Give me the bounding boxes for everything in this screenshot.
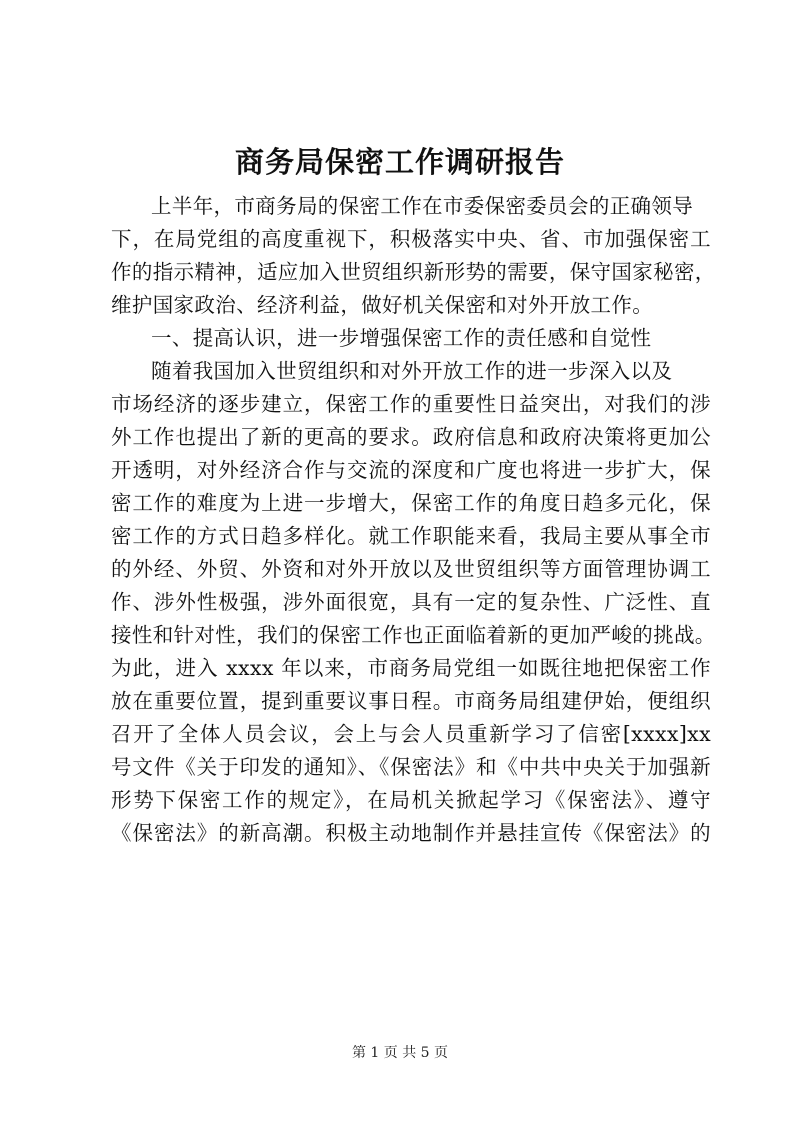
text-line: 外工作也提出了新的更高的要求。政府信息和政府决策将更加公: [111, 425, 711, 449]
text-line: 《保密法》的新高潮。积极主动地制作并悬挂宣传《保密法》的: [111, 821, 711, 845]
text-line: 召开了全体人员会议，会上与会人员重新学习了信密[xxxx]xx: [111, 722, 711, 746]
text-line: 接性和针对性，我们的保密工作也正面临着新的更加严峻的挑战。: [111, 623, 716, 647]
page-number: 第 1 页 共 5 页: [351, 1045, 449, 1061]
text-line: 上半年，市商务局的保密工作在市委保密委员会的正确领导: [151, 194, 694, 218]
text-line: 号文件《关于印发的通知》、《保密法》和《中共中央关于加强新: [111, 755, 711, 779]
text-line: 作的指示精神，适应加入世贸组织新形势的需要，保守国家秘密，: [111, 260, 716, 284]
text-line: 维护国家政治、经济利益，做好机关保密和对外开放工作。: [111, 293, 654, 317]
document-title: 商务局保密工作调研报告: [234, 145, 565, 179]
text-line: 形势下保密工作的规定》，在局机关掀起学习《保密法》、遵守: [111, 788, 711, 812]
text-line: 市场经济的逐步建立，保密工作的重要性日益突出，对我们的涉: [111, 392, 711, 416]
text-line: 密工作的方式日趋多样化。就工作职能来看，我局主要从事全市: [111, 524, 711, 548]
text-line: 为此，进入 xxxx 年以来，市商务局党组一如既往地把保密工作: [111, 656, 711, 680]
text-line: 下，在局党组的高度重视下，积极落实中央、省、市加强保密工: [111, 227, 711, 251]
text-line: 随着我国加入世贸组织和对外开放工作的进一步深入以及: [151, 359, 673, 383]
text-line: 放在重要位置，提到重要议事日程。市商务局组建伊始，便组织: [111, 689, 711, 713]
text-line: 的外经、外贸、外资和对外开放以及世贸组织等方面管理协调工: [111, 557, 711, 581]
section-heading: 一、提高认识，进一步增强保密工作的责任感和自觉性: [151, 326, 652, 350]
text-line: 作、涉外性极强，涉外面很宽，具有一定的复杂性、广泛性、直: [111, 590, 711, 614]
text-line: 密工作的难度为上进一步增大，保密工作的角度日趋多元化，保: [111, 491, 711, 515]
document-body: [111, 190, 716, 850]
text-line: 开透明，对外经济合作与交流的深度和广度也将进一步扩大，保: [111, 458, 711, 482]
